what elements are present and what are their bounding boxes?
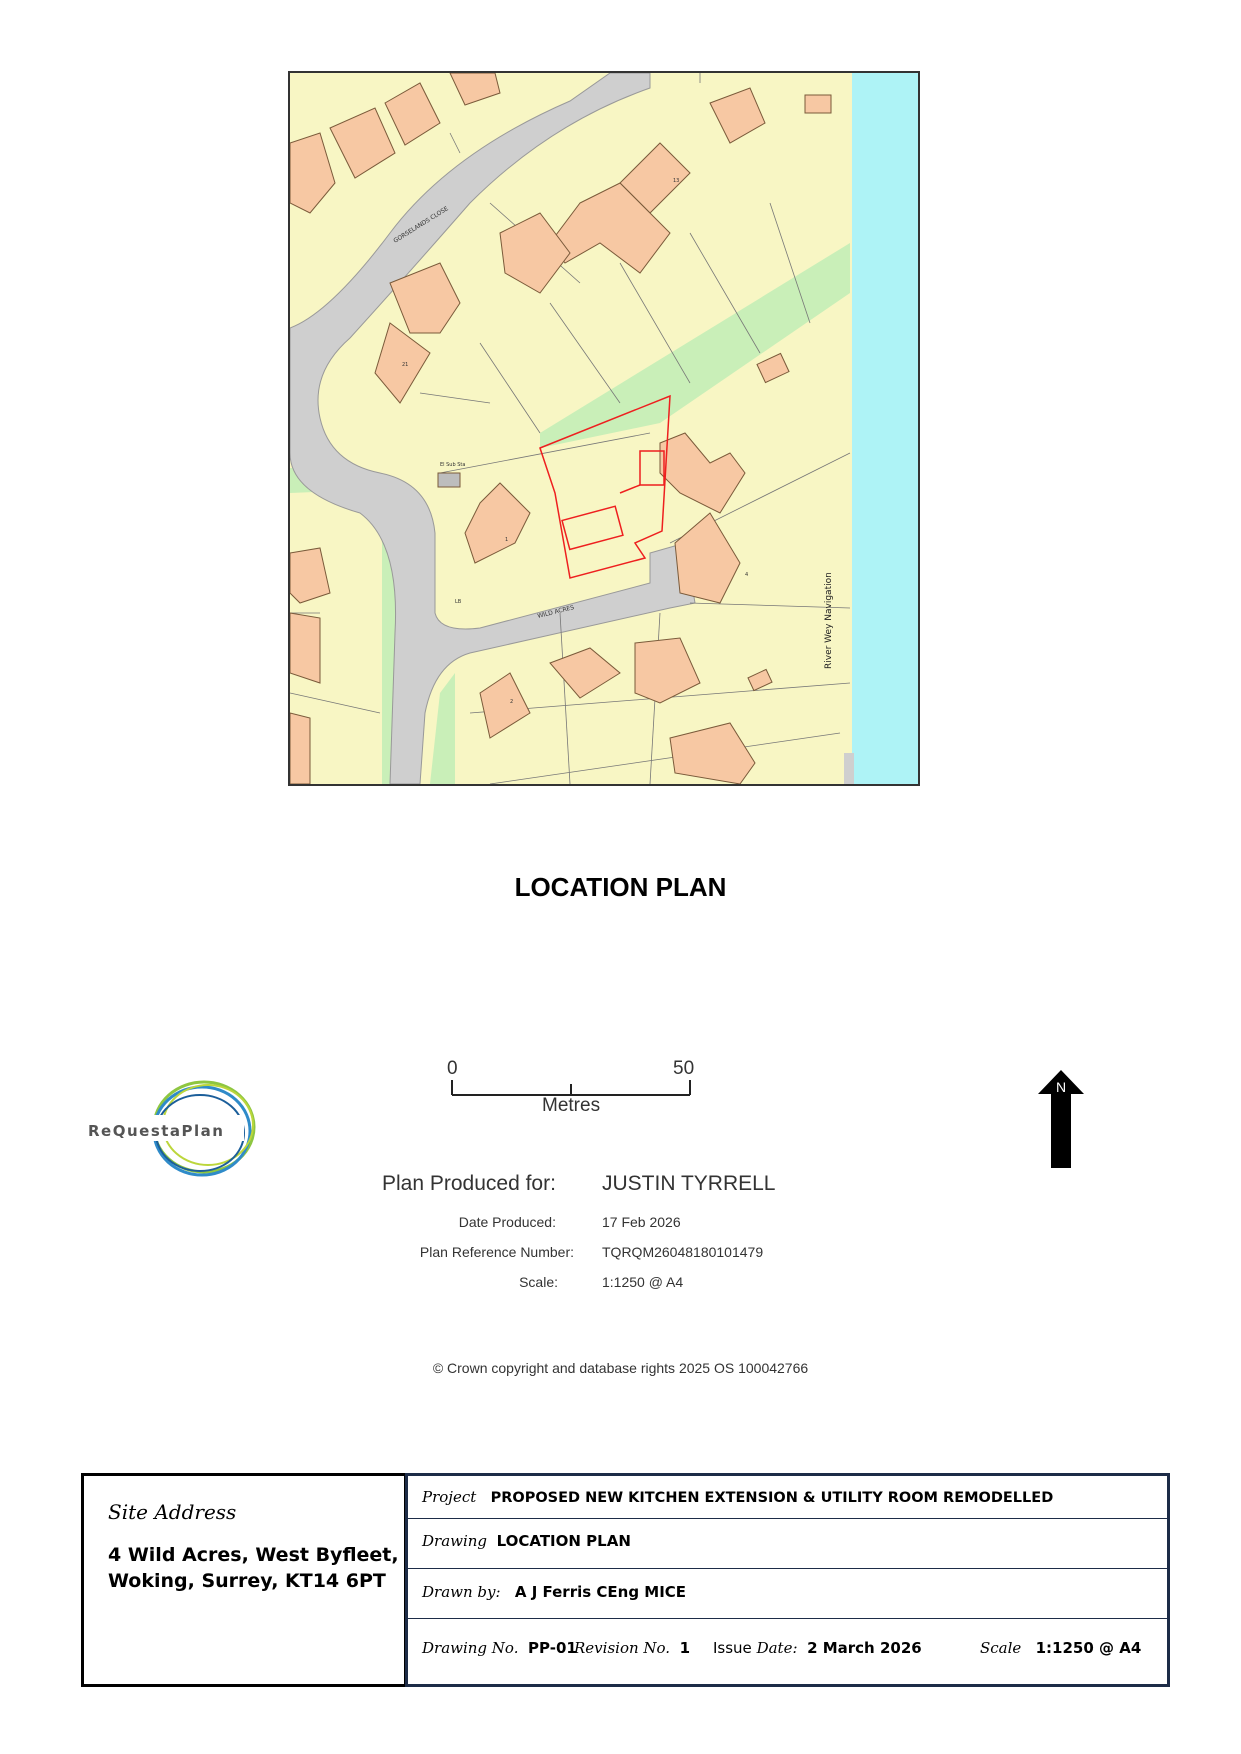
scale-label-block: Scale <box>980 1639 1022 1657</box>
site-address-box <box>81 1473 407 1687</box>
house-number-1: 1 <box>505 537 509 543</box>
scale-value: 1:1250 @ A4 <box>602 1274 684 1290</box>
north-arrow-label: N <box>1055 1079 1067 1095</box>
site-address <box>108 1542 408 1594</box>
drawn-by-value: A J Ferris CEng MICE <box>514 1583 687 1601</box>
site-address-heading: Site Address <box>108 1500 237 1524</box>
drawing-label: Drawing <box>422 1532 488 1550</box>
road-label-gorselands: GORSELANDS CLOSE <box>392 205 450 245</box>
logo-text: ReQuestaPlan <box>88 1122 225 1140</box>
title-block <box>81 1473 1166 1685</box>
drawn-by-row <box>408 1569 1167 1619</box>
drawing-row <box>408 1519 1167 1569</box>
project-label: Project <box>422 1488 477 1506</box>
river <box>852 73 918 784</box>
house-number-2: 2 <box>510 699 514 705</box>
requestaplan-logo <box>84 1075 274 1185</box>
produced-for-name: JUSTIN TYRRELL <box>602 1172 776 1195</box>
produced-for-label: Plan Produced for: <box>382 1172 556 1195</box>
drawing-no-label: Drawing No. <box>422 1639 519 1657</box>
plan-title: LOCATION PLAN <box>514 872 727 902</box>
house-number-4: 4 <box>745 572 749 578</box>
site-address-line1: 4 Wild Acres, West Byfleet, <box>108 1544 399 1566</box>
label-lb: LB <box>455 599 462 605</box>
revision-value: 1 <box>679 1639 691 1657</box>
plan-reference-label: Plan Reference Number: <box>419 1244 574 1260</box>
house-number-21: 21 <box>402 362 409 368</box>
road-label-wild-acres: WILD ACRES <box>536 604 575 620</box>
issue-label: Issue <box>713 1639 752 1657</box>
drawing-value: LOCATION PLAN <box>496 1532 631 1550</box>
project-row <box>408 1476 1167 1519</box>
issue-date-value: 2 March 2026 <box>807 1639 922 1657</box>
drawing-info-box <box>405 1473 1170 1687</box>
river-label: River Wey Navigation <box>824 572 834 669</box>
drawing-details-row <box>408 1619 1167 1681</box>
towpath <box>844 753 854 784</box>
project-value: PROPOSED NEW KITCHEN EXTENSION & UTILITY ROOM REMODELLED <box>490 1490 1054 1506</box>
north-arrow <box>1038 1070 1084 1170</box>
map-drawing <box>290 73 918 784</box>
drawing-no-value: PP-01 <box>528 1639 577 1657</box>
scale-bar <box>447 1058 697 1118</box>
scale-bar-unit: Metres <box>542 1095 601 1116</box>
revision-label: Revision No. <box>574 1639 671 1657</box>
scale-bar-end-label: 50 <box>673 1058 695 1079</box>
date-produced-value: 17 Feb 2026 <box>602 1214 681 1230</box>
scale-label: Scale: <box>519 1274 558 1290</box>
scale-bar-start-label: 0 <box>447 1058 458 1079</box>
label-el-sub-sta: El Sub Sta <box>440 462 466 468</box>
issue-date-label: Date: <box>756 1639 798 1657</box>
date-produced-label: Date Produced: <box>458 1214 556 1230</box>
house-number-13: 13 <box>673 178 680 184</box>
north-arrow-icon <box>1038 1070 1084 1170</box>
location-map <box>288 71 920 786</box>
site-address-line2: Woking, Surrey, KT14 6PT <box>108 1570 386 1592</box>
scale-value-block: 1:1250 @ A4 <box>1035 1639 1142 1657</box>
copyright-notice: © Crown copyright and database rights 2025 OS 100042766 <box>432 1360 809 1376</box>
drawn-by-label: Drawn by: <box>422 1583 501 1601</box>
plan-reference-value: TQRQM26048180101479 <box>602 1244 764 1260</box>
